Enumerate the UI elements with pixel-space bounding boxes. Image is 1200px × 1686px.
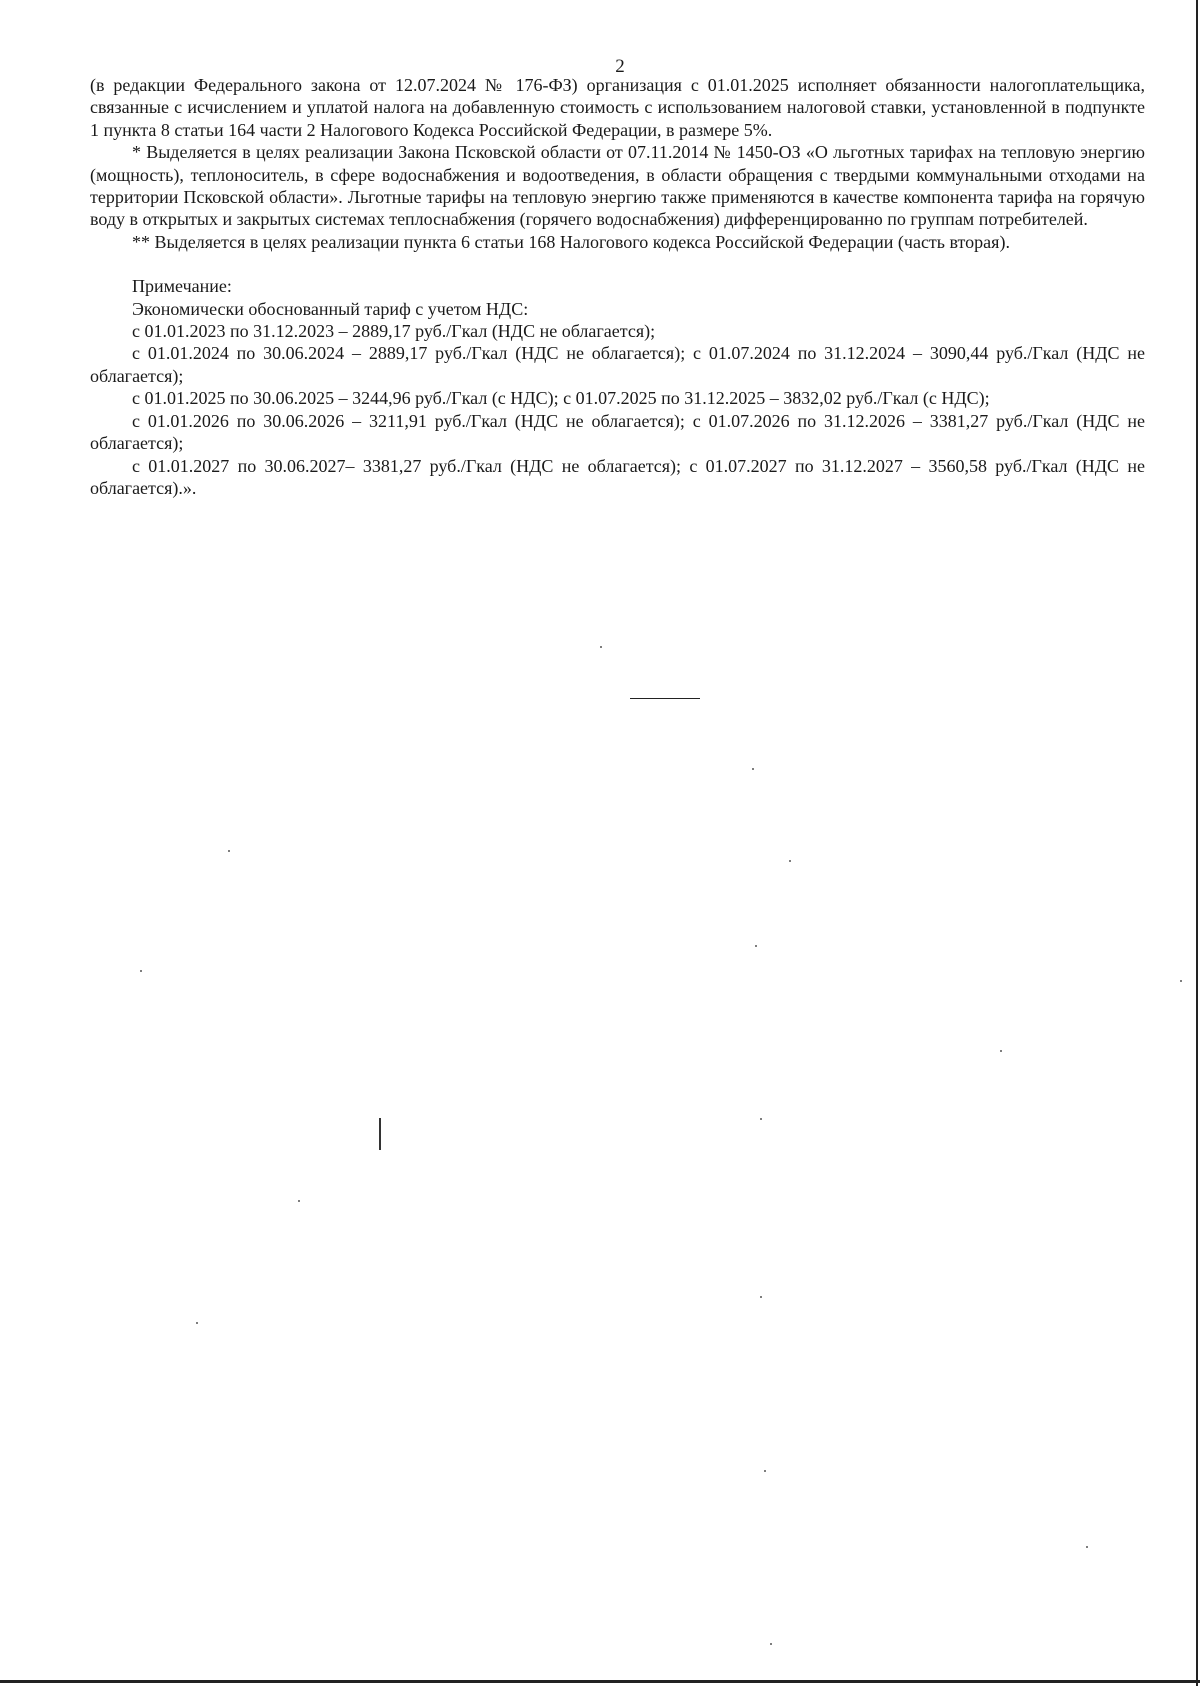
scan-speck (1180, 980, 1182, 982)
scan-speck (600, 646, 602, 648)
scan-speck (755, 945, 757, 947)
tariff-line-2023: с 01.01.2023 по 31.12.2023 – 2889,17 руб./Гкал (НДС не облагается); (132, 321, 656, 342)
document-body (90, 74, 1145, 499)
scan-speck (1000, 1050, 1002, 1052)
scan-artifact-line (379, 1118, 381, 1150)
note-subheading: Экономически обоснованный тариф с учетом НДС: (132, 298, 529, 319)
end-separator-line (630, 698, 700, 699)
scan-speck (196, 1322, 198, 1324)
scan-speck (789, 860, 791, 862)
tariff-line-2027: с 01.01.2027 по 30.06.2027– 3381,27 руб./Гкал (НДС не облагается); с 01.07.2027 по 31.12.2027 – 3560,58 руб./Гкал (НДС не облагается).». (90, 455, 1145, 498)
note-heading: Примечание: (132, 276, 232, 297)
scan-speck (140, 970, 142, 972)
paragraph-footnote-2: ** Выделяется в целях реализации пункта 6 статьи 168 Налогового кодекса Российской Федерации (часть вторая). (132, 231, 1010, 252)
scan-speck (760, 1118, 762, 1120)
scan-speck (770, 1643, 772, 1645)
scan-border-right (1196, 0, 1198, 1686)
tariff-line-2026: с 01.01.2026 по 30.06.2026 – 3211,91 руб./Гкал (НДС не облагается); с 01.07.2026 по 31.12.2026 – 3381,27 руб./Гкал (НДС не облагается); (90, 410, 1145, 454)
scan-speck (764, 1470, 766, 1472)
scan-border-bottom (0, 1680, 1200, 1683)
scan-speck (752, 768, 754, 770)
scan-speck (1086, 1546, 1088, 1548)
tariff-line-2025: с 01.01.2025 по 30.06.2025 – 3244,96 руб./Гкал (с НДС); с 01.07.2025 по 31.12.2025 – 3832,02 руб./Гкал (с НДС); (132, 388, 990, 409)
scan-speck (298, 1200, 300, 1202)
paragraph-footnote-1: * Выделяется в целях реализации Закона Псковской области от 07.11.2014 № 1450-ОЗ «О льготных тарифах на тепловую энергию (мощность), теплоноситель, в сфере водоснабжения и водоотведения, в области обращения с твердыми коммунальными отходами на территории Псковской области». Льготные тарифы на тепловую энергию также применяются в качестве компонента тарифа на горячую воду в открытых и закрытых системах теплоснабжения (горячего водоснабжения) дифференцированно по группам потребителей. (90, 142, 1145, 230)
tariff-line-2024: с 01.01.2024 по 30.06.2024 – 2889,17 руб./Гкал (НДС не облагается); с 01.07.2024 по 31.12.2024 – 3090,44 руб./Гкал (НДС не облагается); (90, 343, 1145, 386)
scan-speck (760, 1296, 762, 1298)
paragraph-vat-rate: (в редакции Федерального закона от 12.07.2024 № 176-ФЗ) организация с 01.01.2025 исполняет обязанности налогоплательщика, связанные с исчислением и уплатой налога на добавленную стоимость с использованием налоговой ставки, установленной в подпункте 1 пункта 8 статьи 164 части 2 Налогового Кодекса Российской Федерации, в размере 5%. (90, 75, 1145, 140)
spacer (90, 253, 1145, 275)
scan-speck (228, 850, 230, 852)
page-number: 2 (615, 56, 625, 77)
